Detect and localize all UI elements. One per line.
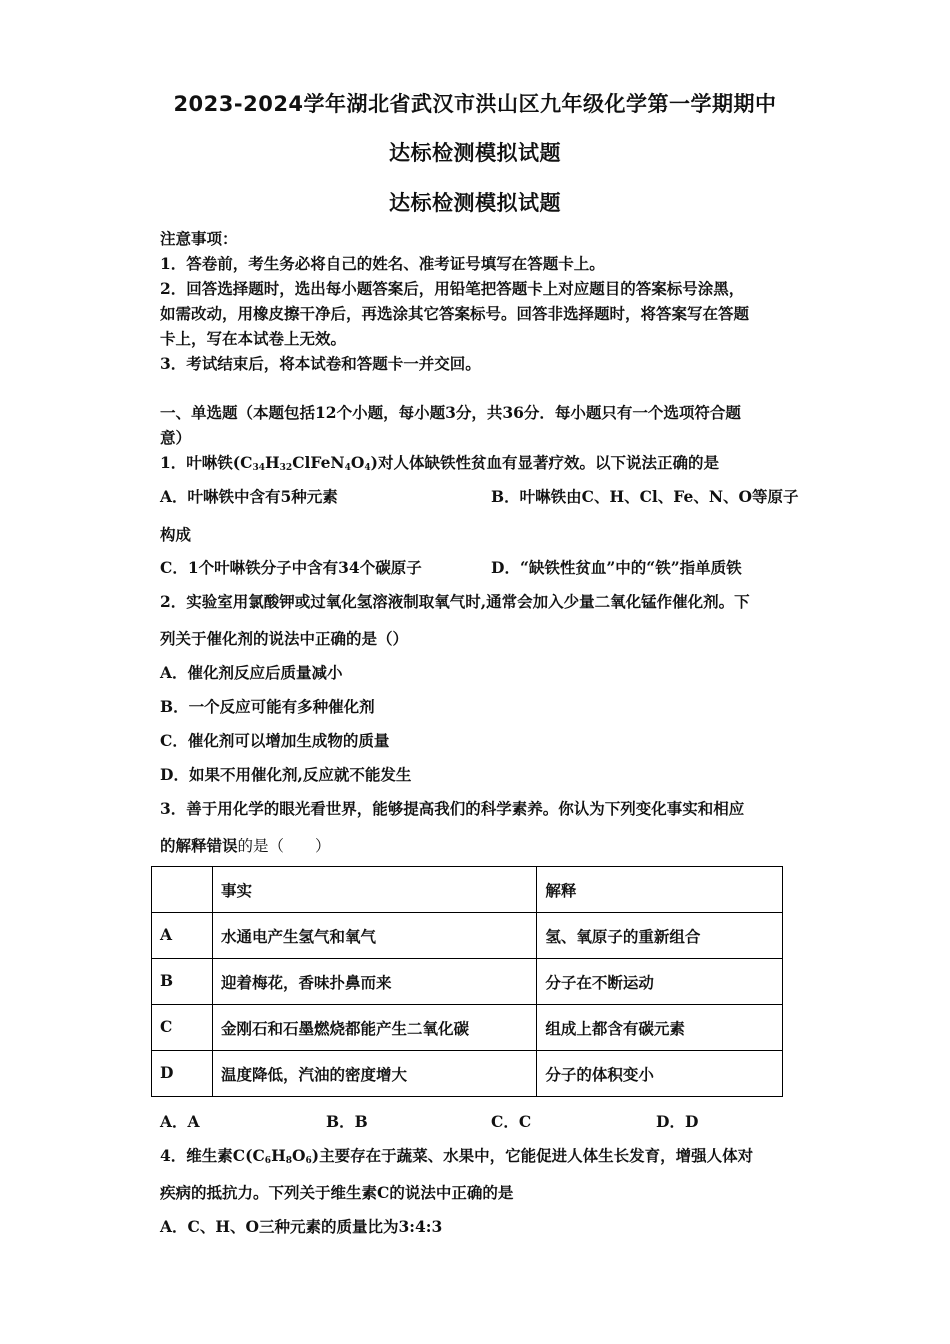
notice-item-2-end: 卡上，写在本试卷上无效。 <box>160 329 347 348</box>
notice-item-2-cont: 如需改动，用橡皮擦干净后，再选涂其它答案标号。回答非选择题时，将答案写在答题 <box>160 304 750 323</box>
table-cell: D <box>152 1051 213 1097</box>
table-cell: 迎着梅花，香味扑鼻而来 <box>212 959 536 1005</box>
table-cell: C <box>152 1005 213 1051</box>
q2-option-b: B．一个反应可能有多种催化剂 <box>160 697 375 716</box>
table-cell: A <box>152 913 213 959</box>
table-cell: 分子在不断运动 <box>537 959 783 1005</box>
q3-table <box>151 866 783 1097</box>
q1-stem: 1．叶啉铁$(C_{34}H_{32}ClFeN_4O_4)$对人体缺铁性贫血有显著疗效。以下说法正确的是 <box>160 453 719 473</box>
q3-stem-cont: 的解释错误的是（ ） <box>160 836 331 855</box>
page-title-line3: 达标检测模拟试题 <box>389 191 561 215</box>
q3-option-a: A．A <box>160 1112 200 1131</box>
table-cell: 温度降低，汽油的密度增大 <box>212 1051 536 1097</box>
table-header-cell: 解释 <box>537 867 783 913</box>
table-row <box>152 1051 783 1097</box>
q1-option-d: D．“缺铁性贫血”中的“铁”指单质铁 <box>491 558 742 577</box>
q2-option-d: D．如果不用催化剂,反应就不能发生 <box>160 765 412 784</box>
page-title-line1: 2023-2024学年湖北省武汉市洪山区九年级化学第一学期期中 <box>173 92 777 116</box>
table-cell: 组成上都含有碳元素 <box>537 1005 783 1051</box>
table-row <box>152 1005 783 1051</box>
table-header-cell: 事实 <box>212 867 536 913</box>
table-row <box>152 959 783 1005</box>
notice-item-3: 3．考试结束后，将本试卷和答题卡一并交回。 <box>160 354 481 373</box>
table-cell: 分子的体积变小 <box>537 1051 783 1097</box>
notice-heading: 注意事项： <box>160 229 238 248</box>
q2-option-a: A．催化剂反应后质量减小 <box>160 663 343 682</box>
q2-stem-cont: 列关于催化剂的说法中正确的是（） <box>160 629 409 648</box>
q4-option-a: A．C、H、O三种元素的质量比为3:4:3 <box>160 1217 443 1236</box>
table-cell: 氢、氧原子的重新组合 <box>537 913 783 959</box>
section-heading: 一、单选题（本题包括12个小题，每小题3分，共36分．每小题只有一个选项符合题 <box>160 403 741 422</box>
q1-option-a: A．叶啉铁中含有5种元素 <box>160 487 338 506</box>
table-cell: 水通电产生氢气和氧气 <box>212 913 536 959</box>
q3-option-d: D．D <box>656 1112 699 1131</box>
q1-option-b: B．叶啉铁由C、H、Cl、Fe、N、O等原子 <box>491 487 799 506</box>
q2-stem: 2．实验室用氯酸钾或过氧化氢溶液制取氧气时,通常会加入少量二氧化锰作催化剂。下 <box>160 592 750 611</box>
section-heading-cont: 意） <box>160 428 192 447</box>
notice-item-2: 2．回答选择题时，选出每小题答案后，用铅笔把答题卡上对应题目的答案标号涂黑， <box>160 279 745 298</box>
q3-option-b: B．B <box>326 1112 368 1131</box>
table-header-row <box>152 867 783 913</box>
q4-stem: 4．维生素$C(C_6H_8O_6)$主要存在于蔬菜、水果中，它能促进人体生长发育，增强人体对 <box>160 1146 754 1166</box>
q1-option-c: C．1个叶啉铁分子中含有34个碳原子 <box>160 558 422 577</box>
q3-option-c: C．C <box>491 1112 532 1131</box>
q3-stem: 3．善于用化学的眼光看世界，能够提高我们的科学素养。你认为下列变化事实和相应 <box>160 799 745 818</box>
table-header-cell <box>152 867 213 913</box>
table-cell: 金刚石和石墨燃烧都能产生二氧化碳 <box>212 1005 536 1051</box>
table-cell: B <box>152 959 213 1005</box>
notice-item-1: 1．答卷前，考生务必将自己的姓名、准考证号填写在答题卡上。 <box>160 254 605 273</box>
q2-option-c: C．催化剂可以增加生成物的质量 <box>160 731 390 750</box>
table-row <box>152 913 783 959</box>
q1-option-b-cont: 构成 <box>160 525 192 544</box>
page-title-line2: 达标检测模拟试题 <box>389 141 561 165</box>
q4-stem-cont: 疾病的抵抗力。下列关于维生素C的说法中正确的是 <box>160 1183 514 1202</box>
